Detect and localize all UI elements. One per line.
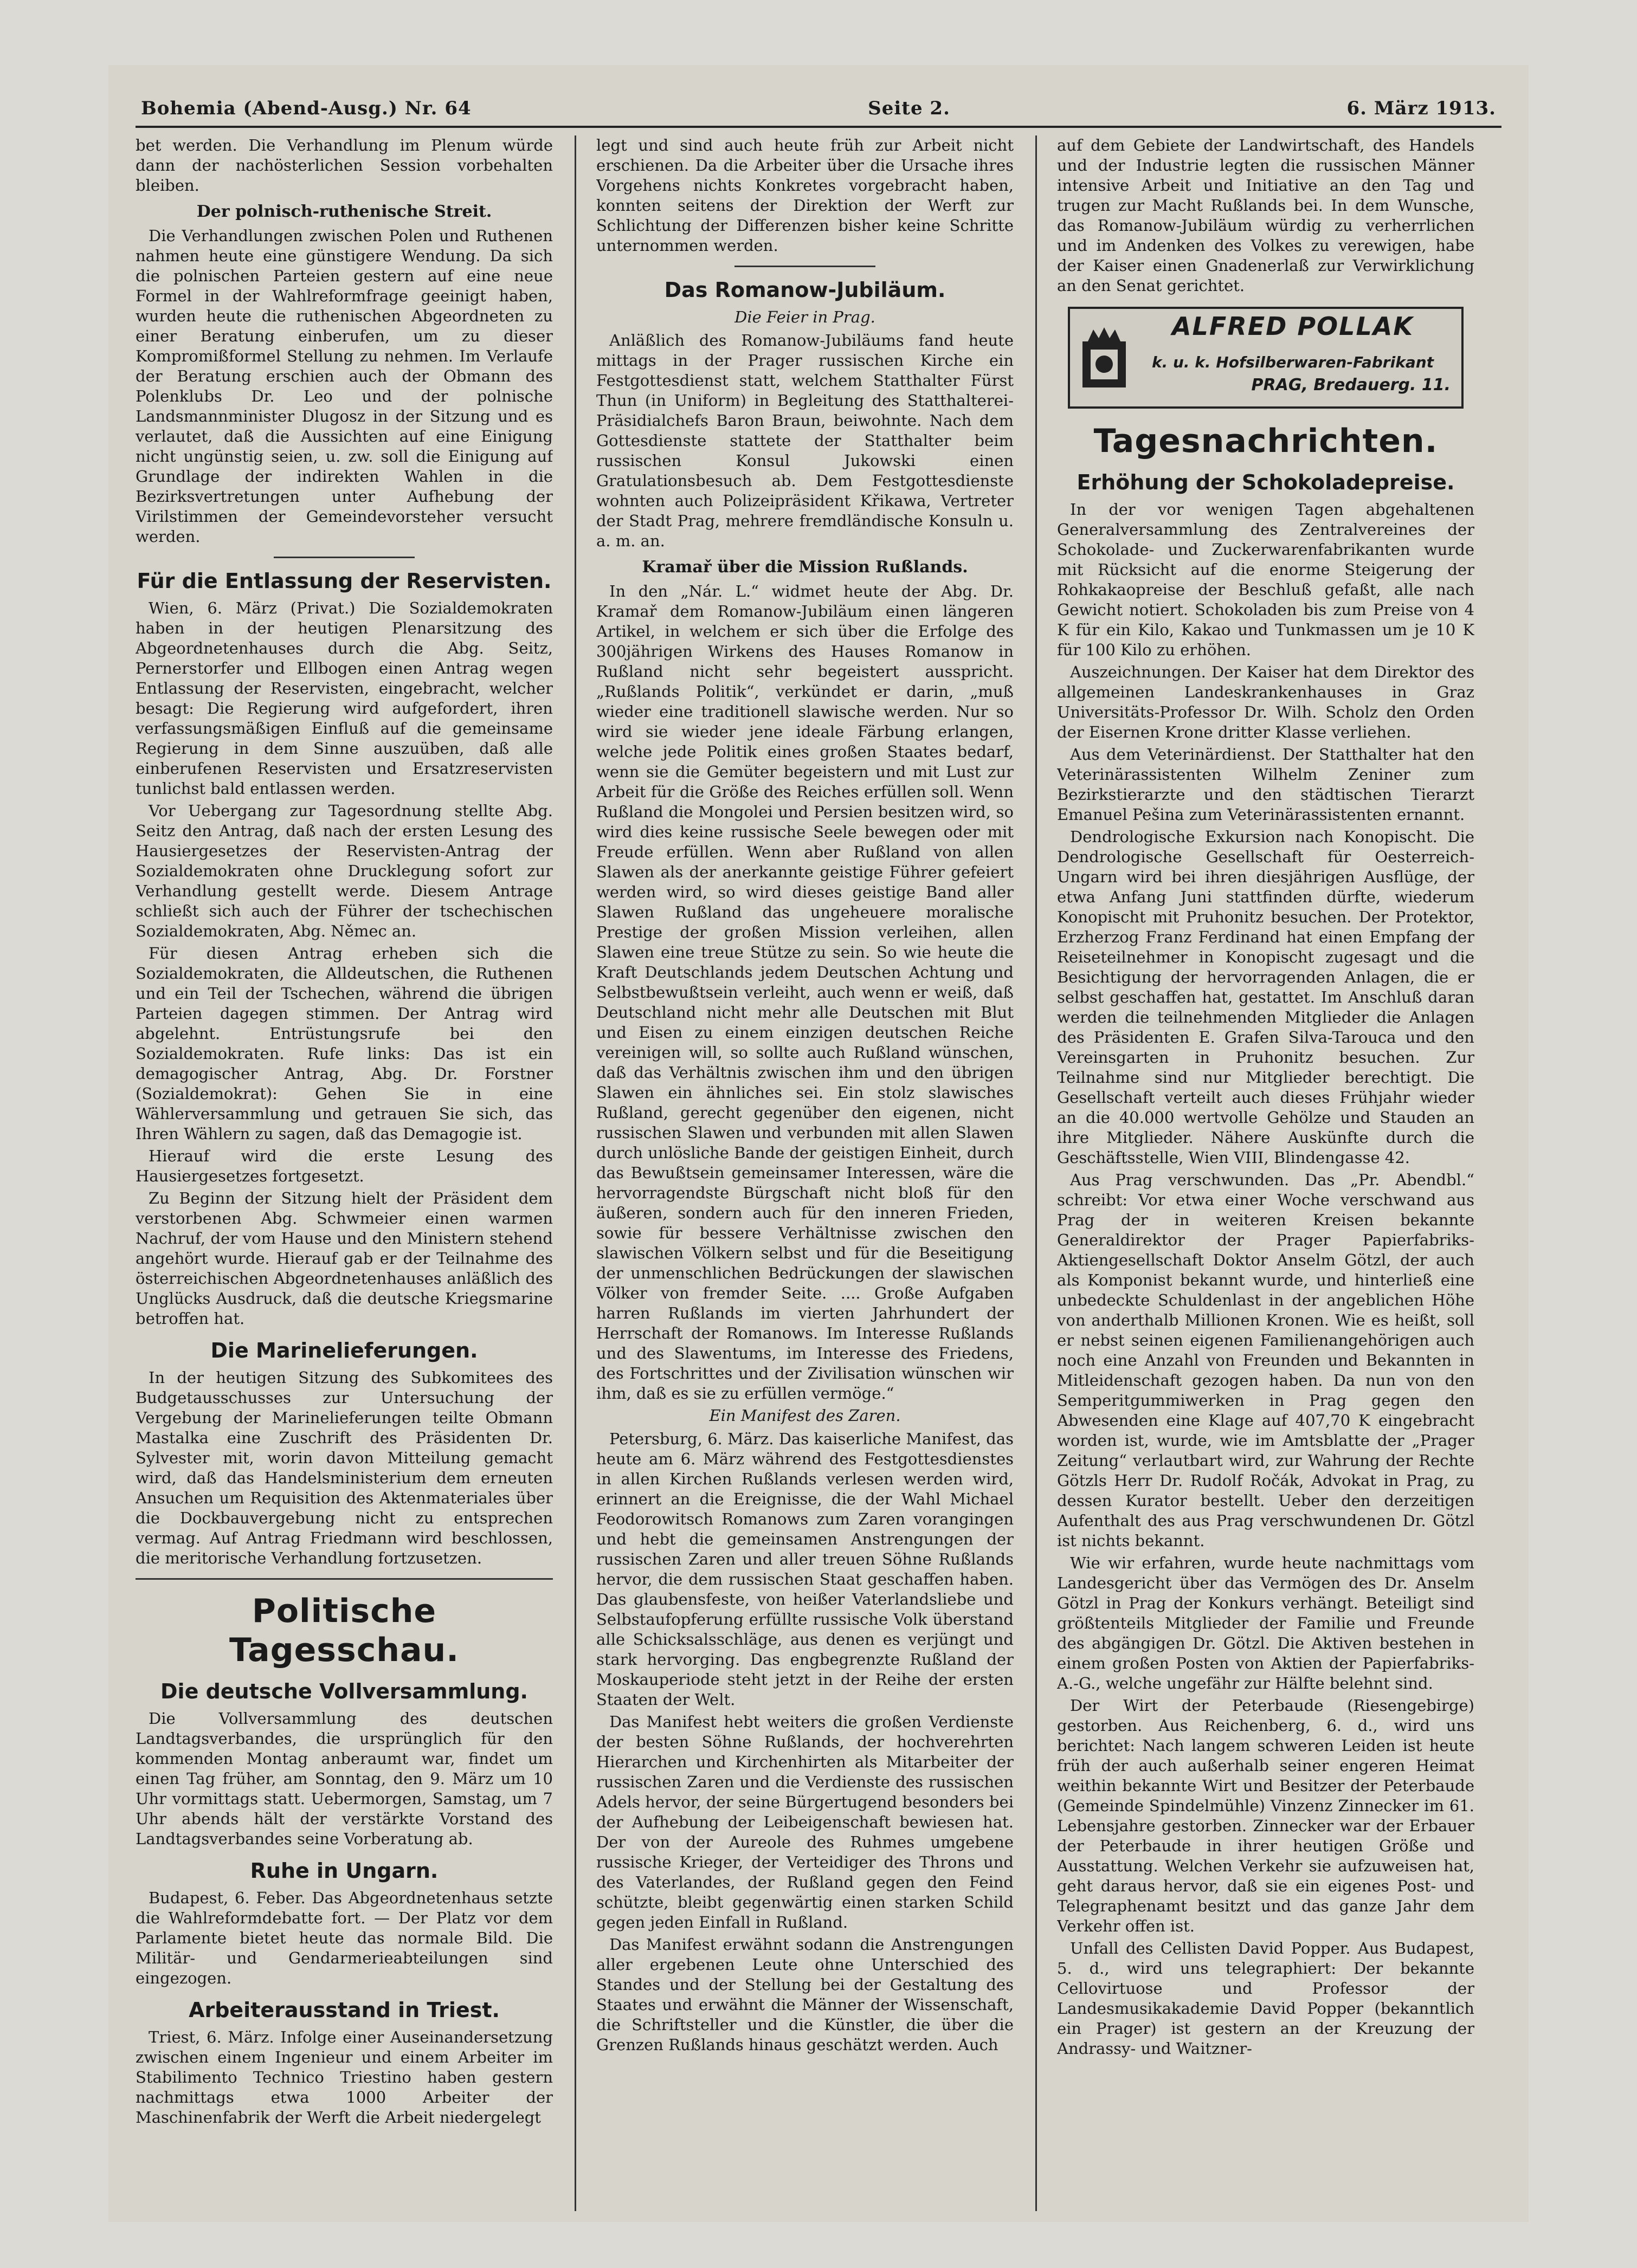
paragraph: legt und sind auch heute früh zur Arbeit nicht erschienen. Da die Arbeiter über die Ursache ihres Vorgehens nichts Konkretes vorgebracht haben, konnten seitens der Direktion der Werft zur Schlichtung der Differenzen bisher keine Schritte unternommen werden. [596, 136, 1014, 255]
article-subheading: Ein Manifest des Zaren. [709, 1406, 901, 1425]
paragraph: Unfall des Cellisten David Popper. Aus Budapest, 5. d., wird uns telegraphiert: Der bekannte Cellovirtuose und Professor der Landesmusikakademie David Popper (bekanntlich ein Prager) ist gestern an der Kreuzung der Andrassy- und Waitzner- [1057, 1939, 1474, 2058]
column-divider [575, 135, 576, 2211]
column-1 [136, 135, 553, 2211]
paragraph: In der vor wenigen Tagen abgehaltenen Generalversammlung des Zentralvereines der Schokolade- und Zuckerwarenfabrikanten wurde mit Rücksicht auf die enorme Steigerung der Rohkakaopreise der Beschluß gefaßt, alle nach Gewicht notiert. Schokoladen bis zum Preise von 4 K für ein Kilo, Kakao und Tunkmassen um je 10 K für 100 Kilo zu erhöhen. [1057, 500, 1474, 659]
header-issue: Bohemia (Abend-Ausg.) Nr. 64 [141, 98, 472, 119]
paragraph: Der Wirt der Peterbaude (Riesengebirge) gestorben. Aus Reichenberg, 6. d., wird uns berichtet: Nach langem schweren Leiden ist heute früh der auch außerhalb seiner engeren Heimat weithin bekannte Wirt und Besitzer der Peterbaude (Gemeinde Spindelmühle) Vinzenz Zinnecker im 61. Lebensjahre gestorben. Zinnecker war der Erbauer der Peterbaude in ihrer heutigen Größe und Ausstattung. Welchen Verkehr sie aufzuweisen hat, geht daraus hervor, daß sie ein eigenes Post- und Telegraphenamt besitzt und das ganze Jahr dem Verkehr offen ist. [1057, 1696, 1474, 1935]
section-heading: Politische Tagesschau. [229, 1592, 460, 1669]
ad-company-name: ALFRED POLLAK [1171, 312, 1414, 341]
article-heading: Arbeiterausstand in Triest. [189, 1998, 500, 2022]
paragraph: Triest, 6. März. Infolge einer Auseinandersetzung zwischen einem Ingenieur und einem Arbeiter im Stabilimento Technico Triestino haben gestern nachmittags etwa 1000 Arbeiter der Maschinenfabrik der Werft die Arbeit niedergelegt [136, 2028, 553, 2127]
article-heading: Der polnisch-ruthenische Streit. [196, 202, 492, 221]
article-heading: Die Marinelieferungen. [210, 1339, 478, 1362]
crest-icon [1080, 325, 1129, 390]
header-date: 6. März 1913. [1346, 98, 1496, 119]
section-heading: Tagesnachrichten. [1093, 422, 1438, 460]
newspaper-page [108, 65, 1529, 2222]
paragraph: Hierauf wird die erste Lesung des Hausiergesetzes fortgesetzt. [136, 1147, 553, 1185]
paragraph: auf dem Gebiete der Landwirtschaft, des Handels und der Industrie legten die russischen Männer intensive Arbeit und Initiative an den Tag und trugen zur Macht Rußlands bei. In dem Wunsche, das Romanow-Jubiläum würdig zu verherrlichen und im Andenken des Volkes zu verewigen, habe der Kaiser einen Gnadenerlaß zur Verwirklichung an den Senat gerichtet. [1057, 136, 1474, 295]
paragraph: Auszeichnungen. Der Kaiser hat dem Direktor des allgemeinen Landeskrankenhauses in Graz Universitäts-Professor Dr. Wilh. Scholz den Orden der Eisernen Krone dritter Klasse verliehen. [1057, 663, 1474, 741]
advertisement [1068, 307, 1464, 409]
page-header [141, 81, 1496, 119]
paragraph: Aus dem Veterinärdienst. Der Statthalter hat den Veterinärassistenten Wilhelm Zeniner zum Bezirkstierarzte und den städtischen Tierarzt Emanuel Pešina zum Veterinärassistenten ernannt. [1057, 745, 1474, 824]
paragraph: Dendrologische Exkursion nach Konopischt. Die Dendrologische Gesellschaft für Oesterreich-Ungarn wird bei ihren diesjährigen Ausflüge, der etwa Anfang Juni stattfinden dürfte, wiederum Konopischt mit Pruhonitz besuchen. Der Protektor, Erzherzog Franz Ferdinand hat einen Empfang der Reiseteilnehmer in Konopischt zugesagt und die Besichtigung der hervorragenden Anlagen, die er selbst geschaffen hat, gestattet. Im Anschluß daran werden die teilnehmenden Mitglieder die Anlagen des Präsidenten E. Grafen Silva-Tarouca und den Vereinsgarten in Pruhonitz besuchen. Zur Teilnahme sind nur Mitglieder berechtigt. Die Gesellschaft verteilt auch dieses Frühjahr wieder an die 40.000 wertvolle Gehölze und Stauden an ihre Mitglieder. Nähere Auskünfte durch die Geschäftsstelle, Wien VIII, Blindengasse 42. [1057, 828, 1474, 1167]
article-subheading: Die Feier in Prag. [734, 308, 875, 326]
paragraph: Wie wir erfahren, wurde heute nachmittags vom Landesgericht über das Vermögen des Dr. Anselm Götzl in Prag der Konkurs verhängt. Beteiligt sind größtenteils Mitglieder der Familie und Freunde des abgängigen Dr. Götzl. Die Aktiven bestehen in einem großen Posten von Aktien der Papierfabriks-A.-G., welche ungefähr zur Hälfte belehnt sind. [1057, 1554, 1474, 1692]
article-heading: Das Romanow-Jubiläum. [664, 278, 946, 302]
paragraph: Budapest, 6. Feber. Das Abgeordnetenhaus setzte die Wahlreformdebatte fort. — Der Platz vor dem Parlamente bietet heute das normale Bild. Die Militär- und Gendarmerieabteilungen sind eingezogen. [136, 1889, 553, 1987]
paragraph: Die Verhandlungen zwischen Polen und Ruthenen nahmen heute eine günstigere Wendung. Da sich die polnischen Parteien gestern auf eine neue Formel in der Wahlreformfrage geeinigt haben, wurden heute die ruthenischen Abgeordneten zu einer Beratung einberufen, um zu dieser Kompromißformel Stellung zu nehmen. Im Verlaufe der Beratung erschien auch der Obmann des Polenklubs Dr. Leo und der polnische Landsmannminister Dlugosz in der Sitzung und es verlautet, daß die Aussichten auf eine Einigung nicht ungünstig seien, u. zw. soll die Einigung auf Grundlage der indirekten Wahlen in die Bezirksvertretungen unter Aufhebung der Virilstimmen der Gemeindevorsteher versucht werden. [136, 227, 553, 546]
article-heading: Kramař über die Mission Rußlands. [642, 558, 968, 577]
paragraph: bet werden. Die Verhandlung im Plenum würde dann der nachösterlichen Session vorbehalten bleiben. [136, 136, 553, 195]
article-heading: Die deutsche Vollversammlung. [160, 1679, 528, 1703]
column-3 [1057, 135, 1474, 2211]
article-heading: Für die Entlassung der Reservisten. [137, 569, 552, 593]
paragraph: Vor Uebergang zur Tagesordnung stellte Abg. Seitz den Antrag, daß nach der ersten Lesung des Hausiergesetzes der Reservisten-Antrag der Sozialdemokraten ohne Drucklegung sofort zur Verhandlung gestellt werde. Diesem Antrage schließt sich auch der Führer der tschechischen Sozialdemokraten, Abg. Němec an. [136, 802, 553, 940]
header-rule [136, 126, 1501, 128]
paragraph: Das Manifest erwähnt sodann die Anstrengungen aller ergebenen Leute ohne Unterschied des Standes und der Stellung bei der Gestaltung des Staates und erwähnt die Männer der Wissenschaft, die Schriftsteller und die Künstler, die über die Grenzen Rußlands hinaus geschätzt werden. Auch [596, 1935, 1014, 2054]
column-divider [1035, 135, 1037, 2211]
paragraph: Das Manifest hebt weiters die großen Verdienste der besten Söhne Rußlands, der hochverehrten Hierarchen und Kirchenhirten als Mitarbeiter der russischen Zaren und die Verdienste des russischen Adels hervor, der seine Bürgertugend besonders bei der Aufhebung der Leibeigenschaft bewiesen hat. Der von der Aureole des Ruhmes umgebene russische Krieger, der Verteidiger des Throns und des Vaterlandes, der Rußland gegen den Feind schützte, bleibt gegenwärtig einen starken Schild gegen jeden Einfall in Rußland. [596, 1713, 1014, 1931]
ad-address: PRAG, Bredauerg. 11. [1251, 376, 1451, 395]
column-2 [596, 135, 1014, 2211]
separator [734, 266, 875, 267]
paragraph: In den „Nár. L.“ widmet heute der Abg. Dr. Kramař dem Romanow-Jubiläum einen längeren Artikel, in welchem er sich über die Erfolge des 300jährigen Wirkens des Hauses Romanow in Rußland nicht sehr begeistert ausspricht. „Rußlands Politik“, verkündet er darin, „muß wieder eine traditionell slawische werden. Nur so wird sie wieder jene ideale Färbung erlangen, welche jede Politik eines großen Staates bedarf, wenn sie die Gemüter begeistern und mit Lust zur Arbeit für die Größe des Reiches erfüllen soll. Wenn Rußland die Mongolei und Persien besitzen wird, so wird dies keine russische Seele bewegen oder mit Freude erfüllen. Wenn aber Rußland von allen Slawen als der anerkannte geistige Führer gefeiert werden wird, so wird dieses geistige Band aller Slawen Rußland das ungeheuere moralische Prestige der großen Mission verleihen, allen Slawen eine treue Stütze zu sein. So wie heute die Kraft Deutschlands jedem Deutschen Achtung und Selbstbewußtsein verleiht, auch wenn er weiß, daß Deutschland nicht mehr alle Deutschen mit Blut und Eisen zu einem einzigen deutschen Reiche vereinigen will, so sollte auch Rußland wünschen, daß das Verhältnis zwischen ihm und den übrigen Slawen ein ähnliches sei. Ein stolz slawisches Rußland, gerecht gegenüber den eigenen, nicht russischen Slawen und verbunden mit allen Slawen durch unlösliche Bande der geistigen Einheit, durch das Bewußtsein gemeinsamer Interessen, wäre die hervorragendste Bürgschaft nicht bloß für den äußeren, sondern auch für den inneren Frieden, sowie für bessere Verhältnisse zwischen den slawischen Völkern selbst und für die Beseitigung der unmenschlichen Bedrückungen der slawischen Völker von fremder Seite. .... Große Aufgaben harren Rußlands im vierten Jahrhundert der Herrschaft der Romanows. Im Interesse Rußlands und des Slawentums, im Interesse des Friedens, des Fortschrittes und der Zivilisation wünschen wir ihm, daß es sie zu erfüllen vermöge.“ [596, 582, 1014, 1403]
separator [274, 557, 415, 558]
paragraph: In der heutigen Sitzung des Subkomitees des Budgetausschusses zur Untersuchung der Vergebung der Marinelieferungen teilte Obmann Mastalka eine Zuschrift des Präsidenten Dr. Sylvester mit, worin davon Mitteilung gemacht wird, daß das Handelsministerium dem erneuten Ansuchen um Requisition des Aktenmateriales über die Dockbauvergebung nicht zu entsprechen vermag. Auf Antrag Friedmann wird beschlossen, die meritorische Verhandlung fortzusetzen. [136, 1368, 553, 1567]
paragraph: Zu Beginn der Sitzung hielt der Präsident dem verstorbenen Abg. Schwmeier einen warmen Nachruf, der vom Hause und den Ministern stehend angehört wurde. Hierauf gab er der Teilnahme des österreichischen Abgeordnetenhauses anläßlich des Unglücks Ausdruck, daß die deutsche Kriegsmarine betroffen hat. [136, 1189, 553, 1328]
separator [136, 1578, 553, 1580]
ad-description: k. u. k. Hofsilberwaren-Fabrikant [1151, 353, 1434, 371]
paragraph: Petersburg, 6. März. Das kaiserliche Manifest, das heute am 6. März während des Festgottesdienstes in allen Kirchen Rußlands verlesen werden wird, erinnert an die Ereignisse, die der Wahl Michael Feodorowitsch Romanows zum Zaren vorangingen und hebt die gemeinsamen Anstrengungen der russischen Zaren und aller treuen Söhne Rußlands hervor, die dem russischen Staat geschaffen haben. Das glaubensfeste, von heißer Vaterlandsliebe und Selbstaufopferung erfüllte russische Volk überstand alle Schicksalsschläge, aus denen es verjüngt und stark hervorging. Das engbegrenzte Rußland der Moskauperiode steht jetzt in der Reihe der ersten Staaten der Welt. [596, 1430, 1014, 1709]
article-heading: Erhöhung der Schokoladepreise. [1077, 470, 1455, 494]
paragraph: Für diesen Antrag erheben sich die Sozialdemokraten, die Alldeutschen, die Ruthenen und ein Teil der Tschechen, während die übrigen Parteien dagegen stimmen. Der Antrag wird abgelehnt. Entrüstungsrufe bei den Sozialdemokraten. Rufe links: Das ist ein demagogischer Antrag, Abg. Dr. Forstner (Sozialdemokrat): Gehen Sie in eine Wählerversammlung und getrauen Sie sich, das Ihren Wählern zu sagen, daß das Demagogie ist. [136, 944, 553, 1143]
article-heading: Ruhe in Ungarn. [250, 1859, 439, 1883]
paragraph: Aus Prag verschwunden. Das „Pr. Abendbl.“ schreibt: Vor etwa einer Woche verschwand aus Prag der in weiteren Kreisen bekannte Generaldirektor der Prager Papierfabriks-Aktiengesellschaft Doktor Anselm Götzl, der auch als Komponist bekannt wurde, und hinterließ eine unbedeckte Schuldenlast in der angeblichen Höhe von anderthalb Millionen Kronen. Wie es heißt, soll er nebst seinen eigenen Familienangehörigen auch noch eine Anzahl von Freunden und Bekannten in Mitleidenschaft gezogen haben. Da nun von den Semperitgummiwerken in Prag gegen den Abwesenden eine Klage auf 407,70 K eingebracht worden ist, wurde, wie im Amtsblatte der „Prager Zeitung“ verlautbart wird, zur Wahrung der Rechte Götzls Herr Dr. Rudolf Ročák, Advokat in Prag, zu dessen Kurator bestellt. Ueber den derzeitigen Aufenthalt des aus Prag verschwundenen Dr. Götzl ist nichts bekannt. [1057, 1171, 1474, 1550]
paragraph: Anläßlich des Romanow-Jubiläums fand heute mittags in der Prager russischen Kirche ein Festgottesdienst statt, welchem Statthalter Fürst Thun (in Uniform) in Begleitung des Statthalterei-Präsidialchefs Baron Braun, beiwohnte. Nach dem Gottesdienste stattete der Statthalter beim russischen Konsul Jukowski einen Gratulationsbesuch ab. Dem Festgottesdienste wohnten auch Polizeipräsident Křikawa, Vertreter der Stadt Prag, mehrere fremdländische Konsuln u. a. m. an. [596, 331, 1014, 550]
paragraph: Wien, 6. März (Privat.) Die Sozialdemokraten haben in der heutigen Plenarsitzung des Abgeordnetenhauses durch die Abg. Seitz, Pernerstorfer und Ellbogen einen Antrag wegen Entlassung der Reservisten, eingebracht, welcher besagt: Die Regierung wird aufgefordert, ihren verfassungsmäßigen Einfluß auf die gemeinsame Regierung in dem Sinne auszuüben, daß alle einberufenen Reservisten und Ersatzreservisten tunlichst bald entlassen werden. [136, 599, 553, 798]
paragraph: Die Vollversammlung des deutschen Landtagsverbandes, die ursprünglich für den kommenden Montag anberaumt war, findet um einen Tag früher, am Sonntag, den 9. März um 10 Uhr vormittags statt. Uebermorgen, Samstag, um 7 Uhr abends hält der verstärkte Vorstand des Landtagsverbandes seine Vorberatung ab. [136, 1709, 553, 1848]
header-page-number: Seite 2. [868, 98, 950, 119]
